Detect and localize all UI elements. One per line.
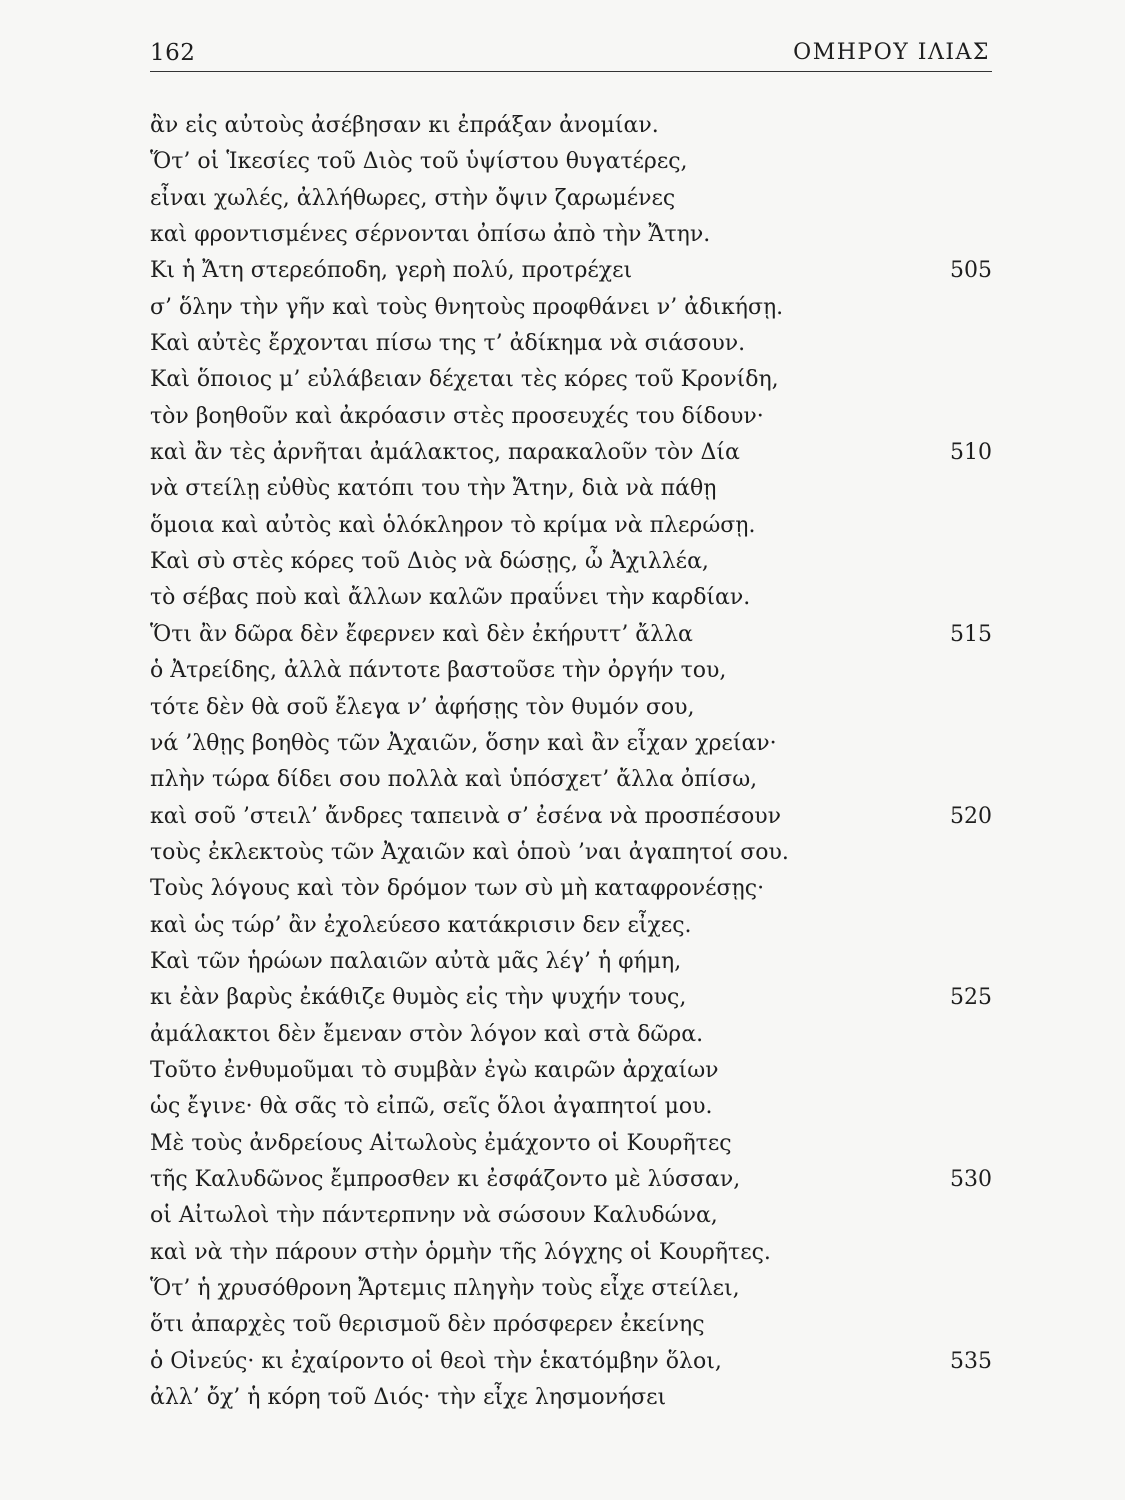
verse-text: καὶ σοῦ ’στειλ’ ἄνδρες ταπεινὰ σ’ ἐσένα νὰ προσπέσουν (150, 803, 782, 829)
verse-text: καὶ φροντισμένες σέρνονται ὀπίσω ἀπὸ τὴν Ἄτην. (150, 222, 711, 248)
verse-line (150, 653, 1000, 689)
verse-line (150, 399, 1000, 435)
verse-text: Ὅτι ἂν δῶρα δὲν ἔφερνεν καὶ δὲν ἐκήρυττ’ ἄλλα (150, 621, 693, 647)
line-number: 505 (950, 258, 992, 284)
verse-line (150, 1235, 1000, 1271)
verse-line (150, 290, 1000, 326)
verse-line (150, 762, 1000, 798)
verse-text: Καὶ ὅποιος μ’ εὐλάβειαν δέχεται τὲς κόρες τοῦ Κρονίδη, (150, 367, 779, 393)
verse-line (150, 1271, 1000, 1307)
verse-text: Ὅτ’ οἱ Ἱκεσίες τοῦ Διὸς τοῦ ὑψίστου θυγατέρες, (150, 149, 688, 175)
verse-text: ὅμοια καὶ αὐτὸς καὶ ὁλόκληρον τὸ κρίμα νὰ πλερώσῃ. (150, 512, 756, 538)
verse-text: πλὴν τώρα δίδει σου πολλὰ καὶ ὑπόσχετ’ ἄλλα ὀπίσω, (150, 767, 758, 793)
verse-text: ἂν εἰς αὐτοὺς ἀσέβησαν κι ἐπράξαν ἀνομίαν. (150, 113, 659, 138)
verse-text: καὶ ὡς τώρ’ ἂν ἐχολεύεσο κατάκρισιν δεν εἶχες. (150, 912, 692, 938)
verse-text: Καὶ σὺ στὲς κόρες τοῦ Διὸς νὰ δώσῃς, ὦ Ἀχιλλέα, (150, 549, 709, 575)
verse-text: τῆς Καλυδῶνος ἔμπροσθεν κι ἐσφάζοντο μὲ λύσσαν, (150, 1166, 741, 1192)
verse-text: Τοὺς λόγους καὶ τὸν δρόμον των σὺ μὴ καταφρονέσῃς· (150, 876, 765, 902)
verse-text: νά ’λθῃς βοηθὸς τῶν Ἀχαιῶν, ὅσην καὶ ἂν εἶχαν χρείαν· (150, 730, 777, 756)
verse-line (150, 944, 1000, 980)
verse-line (150, 980, 1000, 1016)
verse-line (150, 1053, 1000, 1089)
verse-line (150, 253, 1000, 289)
verse-line (150, 1089, 1000, 1125)
verse-line (150, 871, 1000, 907)
verse-text: οἱ Αἰτωλοὶ τὴν πάντερπνην νὰ σώσουν Καλυδώνα, (150, 1203, 718, 1229)
running-title: ΟΜΗΡΟΥ ΙΛΙΑΣ (793, 40, 990, 65)
verse-line (150, 690, 1000, 726)
verse-line (150, 435, 1000, 471)
verse-line (150, 799, 1000, 835)
line-number: 515 (950, 621, 992, 647)
verse-text: ὅτι ἀπαρχὲς τοῦ θερισμοῦ δὲν πρόσφερεν ἐκείνης (150, 1312, 705, 1338)
verse-text: νὰ στείλῃ εὐθὺς κατόπι του τὴν Ἄτην, διὰ νὰ πάθῃ (150, 476, 717, 502)
verse-text: ἀμάλακτοι δὲν ἔμεναν στὸν λόγον καὶ στὰ δῶρα. (150, 1021, 704, 1047)
page-number: 162 (150, 40, 196, 66)
verse-text: εἶναι χωλές, ἀλλήθωρες, στὴν ὄψιν ζαρωμένες (150, 185, 676, 211)
verse-text: τότε δὲν θὰ σοῦ ἔλεγα ν’ ἀφήσῃς τὸν θυμόν σου, (150, 694, 695, 720)
verse-text: τὸ σέβας ποὺ καὶ ἄλλων καλῶν πραΰνει τὴν καρδίαν. (150, 585, 751, 611)
verse-line (150, 544, 1000, 580)
verse-line (150, 108, 1000, 144)
verse-line (150, 508, 1000, 544)
verse-text: ὡς ἔγινε· θὰ σᾶς τὸ εἰπῶ, σεῖς ὅλοι ἀγαπητοί μου. (150, 1094, 713, 1120)
verse-text: ὁ Ἀτρείδης, ἀλλὰ πάντοτε βαστοῦσε τὴν ὀργήν του, (150, 658, 727, 684)
verse-text: κι ἐὰν βαρὺς ἐκάθιζε θυμὸς εἰς τὴν ψυχήν τους, (150, 985, 687, 1011)
verse-text: ὁ Οἰνεύς· κι ἐχαίροντο οἱ θεοὶ τὴν ἑκατόμβην ὅλοι, (150, 1348, 722, 1374)
verse-line (150, 835, 1000, 871)
verse-text: Κι ἡ Ἄτη στερεόποδη, γερὴ πολύ, προτρέχει (150, 258, 633, 284)
verse-line (150, 1017, 1000, 1053)
verse-line (150, 362, 1000, 398)
verse-line (150, 144, 1000, 180)
verse-line (150, 1344, 1000, 1380)
header-rule (150, 71, 992, 72)
verse-text: ἀλλ’ ὄχ’ ἡ κόρη τοῦ Διός· τὴν εἶχε λησμονήσει (150, 1385, 667, 1411)
verse-text: σ’ ὅλην τὴν γῆν καὶ τοὺς θνητοὺς προφθάνει ν’ ἀδικήσῃ. (150, 294, 784, 320)
verse-text: Μὲ τοὺς ἀνδρείους Αἰτωλοὺς ἐμάχοντο οἱ Κουρῆτες (150, 1130, 732, 1156)
verse-text: Καὶ τῶν ἡρώων παλαιῶν αὐτὰ μᾶς λέγ’ ἡ φήμη, (150, 948, 682, 974)
verse-line (150, 617, 1000, 653)
verse-text: Ὅτ’ ἡ χρυσόθρονη Ἄρτεμις πληγὴν τοὺς εἶχε στείλει, (150, 1276, 740, 1301)
verse-block (150, 108, 1000, 1416)
verse-line (150, 726, 1000, 762)
verse-text: τὸν βοηθοῦν καὶ ἀκρόασιν στὲς προσευχές του δίδουν· (150, 403, 764, 429)
line-number: 520 (950, 803, 992, 829)
verse-line (150, 181, 1000, 217)
verse-line (150, 1162, 1000, 1198)
line-number: 530 (950, 1166, 992, 1192)
verse-text: Τοῦτο ἐνθυμοῦμαι τὸ συμβὰν ἐγὼ καιρῶν ἀρχαίων (150, 1057, 719, 1083)
verse-text: καὶ ἂν τὲς ἀρνῆται ἀμάλακτος, παρακαλοῦν τὸν Δία (150, 440, 740, 466)
verse-line (150, 217, 1000, 253)
verse-text: Καὶ αὐτὲς ἔρχονται πίσω της τ’ ἀδίκημα νὰ σιάσουν. (150, 331, 746, 357)
verse-line (150, 1307, 1000, 1343)
verse-text: τοὺς ἐκλεκτοὺς τῶν Ἀχαιῶν καὶ ὁποὺ ’ναι ἀγαπητοί σου. (150, 839, 789, 865)
page-header (150, 40, 990, 74)
verse-line (150, 1380, 1000, 1416)
line-number: 510 (950, 440, 992, 466)
verse-line (150, 326, 1000, 362)
line-number: 525 (950, 985, 992, 1011)
verse-line (150, 1198, 1000, 1234)
verse-line (150, 580, 1000, 616)
verse-line (150, 1126, 1000, 1162)
verse-line (150, 471, 1000, 507)
line-number: 535 (950, 1348, 992, 1374)
verse-line (150, 908, 1000, 944)
verse-text: καὶ νὰ τὴν πάρουν στὴν ὁρμὴν τῆς λόγχης οἱ Κουρῆτες. (150, 1239, 771, 1265)
